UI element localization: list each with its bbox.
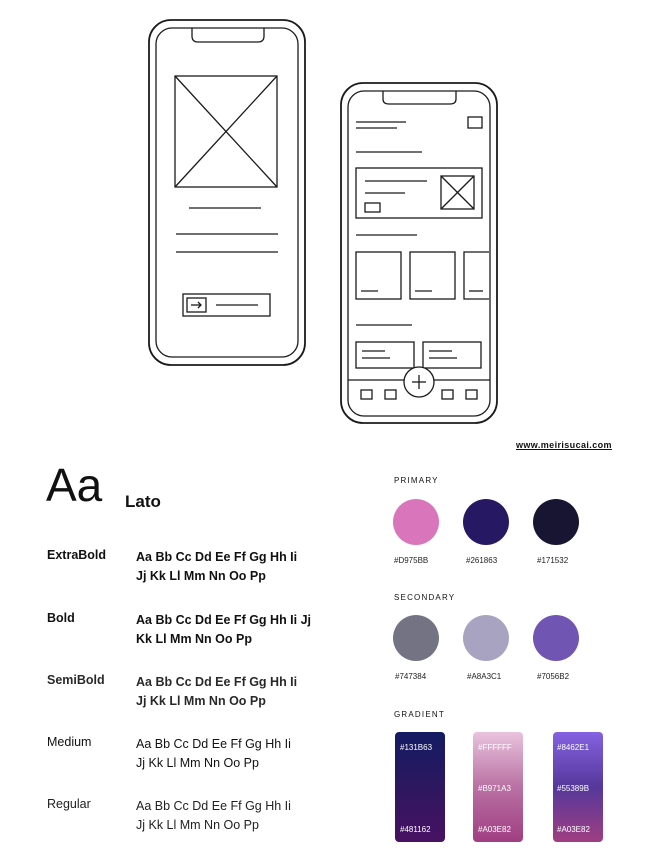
image-placeholder: [175, 76, 277, 187]
gradient-3-top-hex: #8462E1: [557, 743, 590, 752]
font-name: Lato: [125, 492, 161, 511]
primary-hex-3: #171532: [537, 556, 569, 565]
sample-line: Aa Bb Cc Dd Ee Ff Gg Hh Ii: [136, 550, 298, 564]
secondary-swatch-1: [393, 615, 439, 661]
secondary-hex-1: #747384: [395, 672, 427, 681]
secondary-swatch-3: [533, 615, 579, 661]
primary-swatch-3: [533, 499, 579, 545]
gradient-section-title: GRADIENT: [394, 710, 445, 719]
primary-section-title: PRIMARY: [394, 476, 439, 485]
sample-line: Jj Kk Ll Mm Nn Oo Pp: [136, 756, 259, 770]
gradient-2-bottom-hex: #A03E82: [478, 825, 511, 834]
sample-line: Kk Ll Mm Nn Oo Pp: [136, 632, 252, 646]
sample-line: Aa Bb Cc Dd Ee Ff Gg Hh Ii: [136, 737, 291, 751]
sample-line: Jj Kk Ll Mm Nn Oo Pp: [136, 818, 259, 832]
weight-label-semibold: SemiBold: [47, 673, 105, 687]
secondary-hex-3: #7056B2: [537, 672, 570, 681]
plus-icon: [404, 367, 434, 397]
secondary-section-title: SECONDARY: [394, 593, 456, 602]
site-url-link[interactable]: www.meirisucai.com: [516, 440, 612, 450]
primary-swatch-1: [393, 499, 439, 545]
weight-label-medium: Medium: [47, 735, 92, 749]
sample-line: Jj Kk Ll Mm Nn Oo Pp: [136, 694, 266, 708]
gradient-3-bottom-hex: #A03E82: [557, 825, 590, 834]
gradient-1-bottom-hex: #481162: [400, 825, 431, 834]
gradient-2-middle-hex: #B971A3: [478, 784, 511, 793]
phone-wireframe-home: [341, 83, 497, 423]
weight-sample-extrabold: [136, 548, 336, 586]
primary-hex-2: #261863: [466, 556, 498, 565]
sample-line: Aa Bb Cc Dd Ee Ff Gg Hh Ii: [136, 799, 291, 813]
cta-button-wireframe: [183, 294, 270, 316]
weight-sample-medium: [136, 735, 336, 773]
secondary-swatch-2: [463, 615, 509, 661]
primary-swatch-2: [463, 499, 509, 545]
weight-sample-bold: [136, 611, 336, 649]
gradient-1-top-hex: #131B63: [400, 743, 433, 752]
gradient-2-top-hex: #FFFFFF: [478, 743, 512, 752]
weight-sample-regular: [136, 797, 336, 835]
weight-label-bold: Bold: [47, 611, 75, 625]
weight-label-extrabold: ExtraBold: [47, 548, 107, 562]
gradient-3-middle-hex: #55389B: [557, 784, 590, 793]
font-sample-glyph: Aa: [46, 459, 103, 511]
sample-line: Jj Kk Ll Mm Nn Oo Pp: [136, 569, 266, 583]
sample-line: Aa Bb Cc Dd Ee Ff Gg Hh Ii Jj: [136, 613, 312, 627]
primary-hex-1: #D975BB: [394, 556, 429, 565]
phone-wireframe-detail: [149, 20, 305, 365]
weight-label-regular: Regular: [47, 797, 91, 811]
weight-sample-semibold: [136, 673, 336, 711]
sample-line: Aa Bb Cc Dd Ee Ff Gg Hh Ii: [136, 675, 298, 689]
secondary-hex-2: #A8A3C1: [467, 672, 502, 681]
